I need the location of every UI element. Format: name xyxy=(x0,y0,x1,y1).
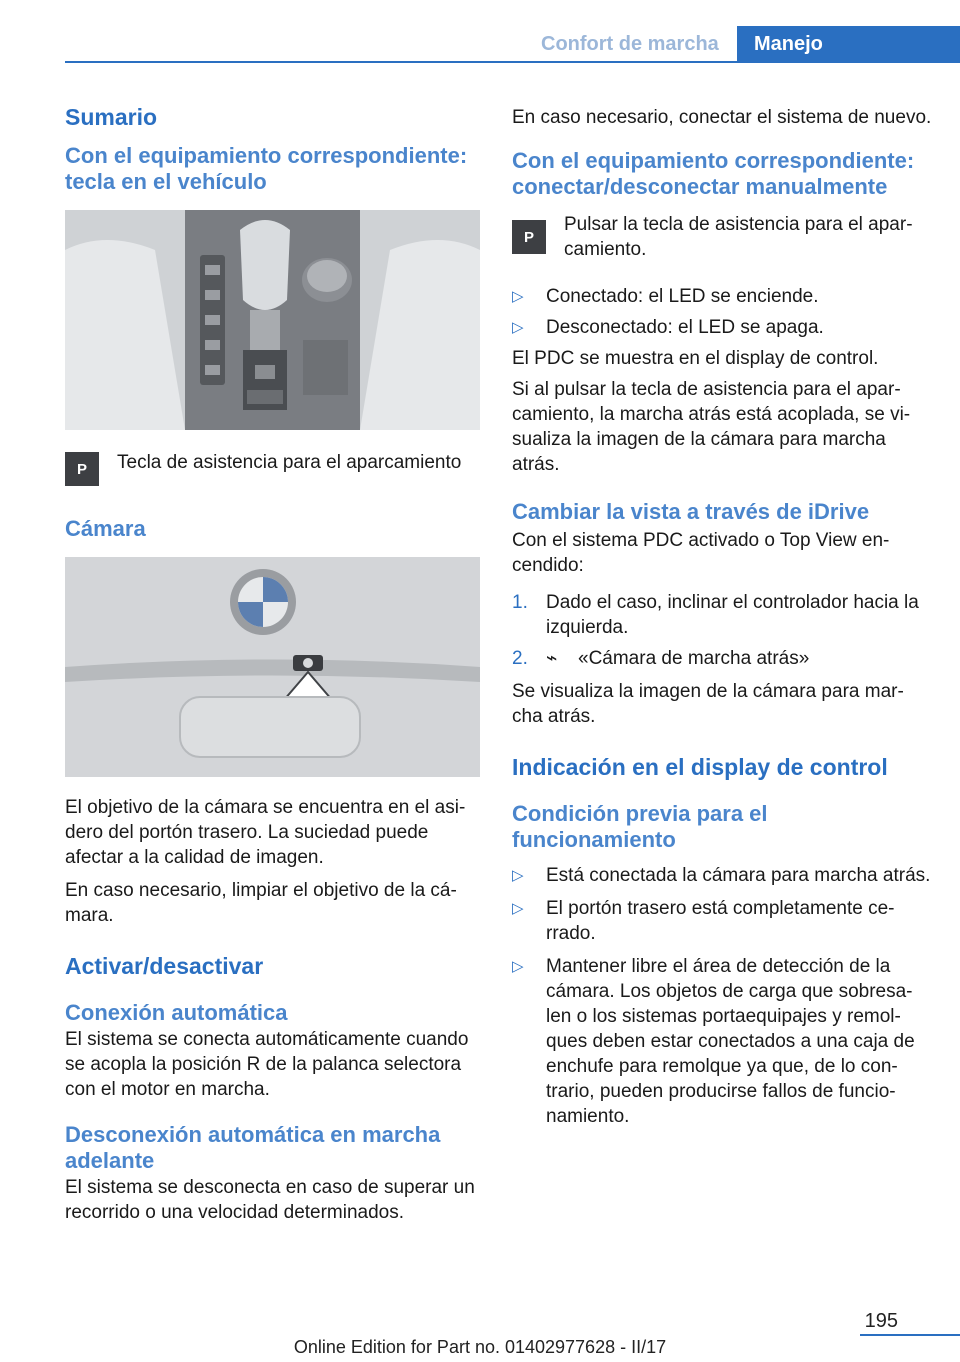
parking-assist-icon: P xyxy=(65,452,99,486)
heading-manual: Con el equipamiento correspondiente: conectar/desconectar manualmente xyxy=(512,148,915,199)
manual-icon-row xyxy=(512,212,932,262)
triangle-bullet-icon: ▷ xyxy=(512,900,524,917)
heading-activar: Activar/desactivar xyxy=(65,953,264,979)
left-column xyxy=(65,98,483,1225)
header-section: Confort de marcha xyxy=(541,33,719,55)
triangle-bullet-icon: ▷ xyxy=(512,958,524,975)
heading-vista: Cambiar la vista a través de iDrive xyxy=(512,499,870,524)
paragraph-limpiar: En caso necesario, limpiar el objetivo de la cá‐mara. xyxy=(65,880,457,926)
list-item: ▷ Conectado: el LED se enciende. xyxy=(512,286,819,307)
heading-sumario: Sumario xyxy=(65,104,158,130)
paragraph-objetivo: El objetivo de la cámara se encuentra en el asi‐dero del portón trasero. La suciedad puede afectar a la calidad de imagen. xyxy=(65,797,466,868)
page-number: 195 xyxy=(864,1310,898,1332)
parking-assist-caption: Tecla de asistencia para el aparcamiento xyxy=(117,452,462,473)
steps-list xyxy=(512,590,932,671)
console-illustration xyxy=(65,210,480,430)
console-figure xyxy=(65,210,480,430)
paragraph-pulsar: Pulsar la tecla de asistencia para el apar‐camiento. xyxy=(564,214,913,260)
list-item: 2. ⌁ «Cámara de marcha atrás» xyxy=(512,648,810,669)
paragraph-visualiza: Se visualiza la imagen de la cámara para mar‐cha atrás. xyxy=(512,681,904,727)
rear-camera-icon: ⌁ xyxy=(546,648,558,669)
heading-camara: Cámara xyxy=(65,516,146,541)
footer-rule xyxy=(860,1334,960,1336)
condition-bullets xyxy=(512,863,932,1129)
paragraph-desconexion: El sistema se desconecta en caso de superar un recorrido o una velocidad determinados. xyxy=(65,1177,475,1223)
triangle-bullet-icon: ▷ xyxy=(512,867,524,884)
parking-assist-caption-row xyxy=(65,450,483,486)
paragraph-conexion: El sistema se conecta automáticamente cuando se acopla la posición R de la palanca selectora con el motor en marcha. xyxy=(65,1029,469,1100)
heading-condicion: Condición previa para el funcionamiento xyxy=(512,801,768,852)
paragraph-nuevo: En caso necesario, conectar el sistema de nuevo. xyxy=(512,107,932,128)
paragraph-si: Si al pulsar la tecla de asistencia para el apar‐camiento, la marcha atrás está acoplada, se vi‐sualiza la imagen de la cámara para marcha atrás. xyxy=(512,379,911,475)
header-tab-manejo: Manejo xyxy=(737,26,960,62)
camera-figure xyxy=(65,557,480,777)
camera-illustration xyxy=(65,557,480,777)
heading-desconexion: Desconexión automática en marcha adelante xyxy=(65,1122,441,1173)
led-bullets xyxy=(512,284,932,340)
triangle-bullet-icon: ▷ xyxy=(512,319,524,336)
heading-indicacion: Indicación en el display de control xyxy=(512,754,888,780)
list-item: ▷ El portón trasero está completamente ce‐rrado. xyxy=(512,898,895,944)
heading-conexion: Conexión automática xyxy=(65,1000,288,1025)
list-item: 1. Dado el caso, inclinar el controlador hacia la izquierda. xyxy=(512,592,919,638)
right-column xyxy=(512,98,932,1129)
footer-edition: Online Edition for Part no. 01402977628 - II/17 xyxy=(293,1337,667,1357)
triangle-bullet-icon: ▷ xyxy=(512,288,524,305)
header-rule xyxy=(65,61,960,63)
parking-assist-icon: P xyxy=(512,220,546,254)
list-item: ▷ Está conectada la cámara para marcha atrás. xyxy=(512,865,931,886)
list-item: ▷ Mantener libre el área de detección de la cámara. Los objetos de carga que sobresa‐len o los sistemas portaequipajes y remol‐ques deben estar conectados a una caja de enchufe para remolque ya que, de lo con‐trario, pueden producirse fallos de funcio‐namiento. xyxy=(512,956,915,1127)
list-item: ▷ Desconectado: el LED se apaga. xyxy=(512,317,824,338)
heading-equipamiento-tecla: Con el equipamiento correspondiente: tecla en el vehículo xyxy=(65,143,468,194)
paragraph-con-sistema: Con el sistema PDC activado o Top View en‐cendido: xyxy=(512,530,890,576)
paragraph-pdc: El PDC se muestra en el display de control. xyxy=(512,348,879,369)
